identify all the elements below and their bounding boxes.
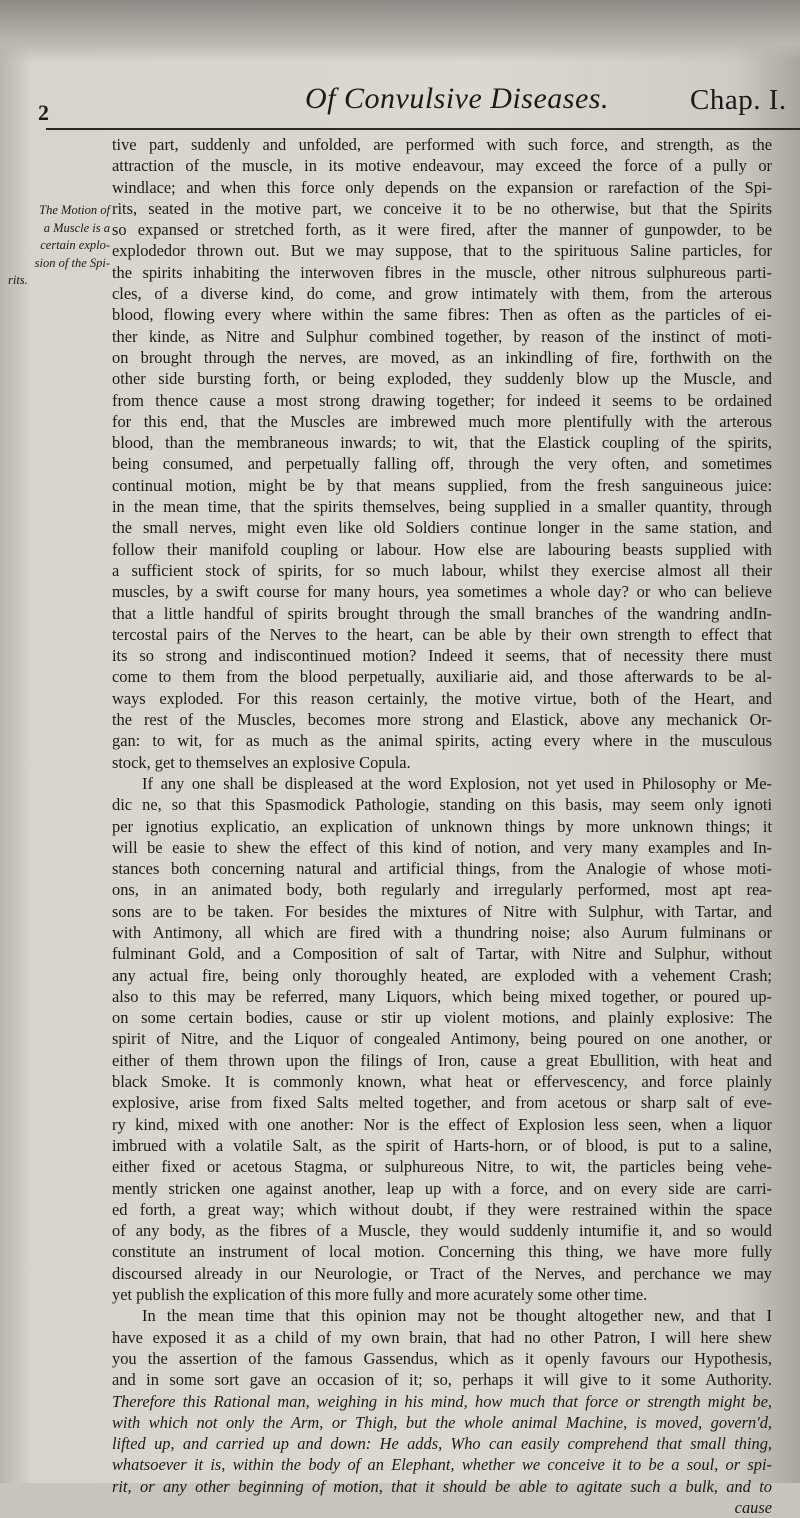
- italic-quote-line: with which not only the Arm, or Thigh, but the whole animal Machine, is moved, govern'd,: [112, 1412, 772, 1432]
- text-line: ways exploded. For this reason certainly, the motive virtue, both of the Heart, and: [112, 688, 772, 708]
- marginal-note: [4, 202, 110, 290]
- text-line: on some certain bodies, cause or stir up violent motions, and plainly explosive: The: [112, 1008, 772, 1028]
- text-line: either of them thrown upon the filings of Iron, cause a great Ebullition, with heat and: [112, 1050, 772, 1070]
- text-line: will be easie to shew the effect of this kind of notion, and very many examples and In-: [112, 837, 772, 857]
- text-line: have exposed it as a child of my own brain, that had no other Patron, I will here shew: [112, 1327, 772, 1347]
- page-number: 2: [38, 100, 49, 125]
- text-line: tive part, suddenly and unfolded, are performed with such force, and strength, as the: [112, 135, 772, 154]
- text-line: spirit of Nitre, and the Liquor of congealed Antimony, being poured on one another, or: [112, 1029, 772, 1049]
- text-line: continual motion, might be by that means supplied, from the fresh sanguineous juice:: [112, 475, 772, 495]
- text-line: a sufficient stock of spirits, for so much labour, whilst they exercise almost all their: [112, 560, 772, 580]
- paragraph-start: If any one shall be displeased at the word Explosion, not yet used in Philosophy or Me-: [142, 773, 772, 793]
- text-line: the spirits inhabiting the interwoven fibres in the muscle, other nitrous sulphureous parti-: [112, 262, 772, 282]
- text-line: also to this may be referred, many Liquors, which being mixed together, or poured up-: [112, 986, 772, 1006]
- text-line: ons, in an animated body, both regularly and irregularly performed, most apt rea-: [112, 880, 772, 900]
- margin-note-line: certain explo-: [40, 238, 110, 252]
- text-line: the small nerves, might even like old Soldiers continue longer in the same station, and: [112, 518, 772, 538]
- catchword: cause: [734, 1498, 772, 1517]
- text-line: ed forth, a great way; which without doubt, if they were restrained within the space: [112, 1199, 772, 1219]
- text-line: ther kinde, as Nitre and Sulphur combined together, by reason of the instinct of moti-: [112, 326, 772, 346]
- text-line: mently stricken one against another, leap up with a force, and on every side are carri-: [112, 1178, 772, 1198]
- text-line: being consumed, and perpetually falling off, through the very often, and sometimes: [112, 454, 772, 474]
- italic-quote-line: whatsoever it is, within the body of an Elephant, whether we conceive it to be a soul, or spi-: [112, 1455, 772, 1475]
- text-line: of any body, as the fibres of a Muscle, they would suddenly intumifie it, and so would: [112, 1221, 772, 1241]
- chapter-label: Chap. I.: [690, 84, 787, 116]
- text-line: that a little handful of spirits brought through the small branches of the wandring andIn-: [112, 603, 772, 623]
- text-line: blood, than the membraneous inwards; to wit, that the Elastick coupling of the spirits,: [112, 433, 772, 453]
- margin-note-line: The Motion of: [39, 203, 110, 217]
- text-line: its so strong and indiscontinued motion? Indeed it seems, that of necessity there must: [112, 646, 772, 666]
- text-line: other side bursting forth, or being exploded, they suddenly blow up the Muscle, and: [112, 369, 772, 389]
- text-line: stances both concerning natural and artificial things, from the Analogie of whose moti-: [112, 859, 772, 879]
- text-line: rits, seated in the motive part, we conceive it to be no otherwise, but that the Spirits: [112, 198, 772, 218]
- scan-shadow: [0, 0, 800, 62]
- text-line: windlace; and when this force only depends on the expansion or rarefaction of the Spi-: [112, 177, 772, 197]
- text-line: any actual fire, being only thoroughly heated, are exploded with a vehement Crash;: [112, 965, 772, 985]
- italic-quote-line: rit, or any other beginning of motion, that it should be able to agitate such a bulk, and to: [112, 1476, 772, 1496]
- text-line: muscles, by a swift course for many hours, yea sometimes a whole day? or who can believe: [112, 582, 772, 602]
- text-line: stock, get to themselves an explosive Copula.: [112, 752, 411, 772]
- text-line: in the mean time, that the spirits themselves, being supplied in a smaller quantity, through: [112, 497, 772, 517]
- text-line: discoursed already in our Neurologie, or Tract of the Nerves, and perchance we may: [112, 1263, 772, 1283]
- text-line: either fixed or acetous Stagma, or sulphureous Nitre, to wit, the particles being vehe-: [112, 1157, 772, 1177]
- text-line: sons are to be taken. For besides the mixtures of Nitre with Sulphur, with Tartar, and: [112, 901, 772, 921]
- text-line: on brought through the nerves, are moved, as an inkindling of fire, forthwith on the: [112, 347, 772, 367]
- text-line: imbrued with a volatile Salt, as the spirit of Harts-horn, or of blood, is put to a saline,: [112, 1135, 772, 1155]
- text-line: constitute an instrument of local motion. Concerning this thing, we have more fully: [112, 1242, 772, 1262]
- text-line: from thence cause a most strong drawing together; for indeed it seems to be ordained: [112, 390, 772, 410]
- text-line: gan: to wit, for as much as the animal spirits, acting every where in the musculous: [112, 731, 772, 751]
- italic-quote-line: Therefore this Rational man, weighing in his mind, how much that force or strength might be,: [112, 1391, 772, 1411]
- text-line: tercostal pairs of the Nerves to the heart, can be able by their own strength to effect that: [112, 624, 772, 644]
- text-line: follow their manifold coupling or labour. How else are labouring beasts supplied with: [112, 539, 772, 559]
- text-line: with Antimony, all which are fired with a thundring noise; also Aurum fulminans or: [112, 922, 772, 942]
- text-line: the rest of the Muscles, becomes more strong and Elastick, above any mechanick Or-: [112, 710, 772, 730]
- text-line: explodedor thrown out. But we may suppose, that to the spirituous Saline particles, for: [112, 241, 772, 261]
- margin-note-line: rits.: [8, 273, 28, 287]
- text-line: yet publish the explication of this more fully and more acurately some other time.: [112, 1285, 648, 1305]
- text-line: so expansed or stretched forth, as it were fired, after the manner of gunpowder, to be: [112, 220, 772, 240]
- paragraph-start: In the mean time that this opinion may not be thought altogether new, and that I: [142, 1306, 772, 1326]
- text-line: for this end, that the Muscles are imbrewed much more plentifully with the arterous: [112, 411, 772, 431]
- margin-note-line: sion of the Spi-: [34, 255, 110, 270]
- text-line: black Smoke. It is commonly known, what heat or effervescency, and force plainly: [112, 1072, 772, 1092]
- text-line: cles, of a diverse kind, do come, and grow intimately with them, from the arterous: [112, 284, 772, 304]
- text-line: ry kind, mixed with one another: Nor is the effect of Explosion less seen, when a liquor: [112, 1114, 772, 1134]
- text-line: and in some sort gave an occasion of it; so, perhaps it will give to it some Authority.: [112, 1370, 772, 1390]
- text-line: blood, flowing every where within the same fibres: Then as often as the particles of ei-: [112, 305, 772, 325]
- page-header: [0, 72, 800, 128]
- text-line: fulminant Gold, and a Composition of salt of Tartar, with Nitre and Sulphur, without: [112, 944, 772, 964]
- text-line: explosive, arise from fixed Salts melted together, and from acetous or sharp salt of eve-: [112, 1093, 772, 1113]
- text-line: come to them from the blood perpetually, auxiliarie aid, and those afterwards to be al-: [112, 667, 772, 687]
- running-title: Of Convulsive Diseases.: [305, 82, 609, 115]
- italic-quote-line: lifted up, and carried up and down: He adds, Who can easily comprehend that small thing,: [112, 1434, 772, 1454]
- text-line: per ignotius explicatio, an explication of unknown things by more unknown things; it: [112, 816, 772, 836]
- text-line: dic ne, so that this Spasmodick Pathologie, standing on this basis, may seem only ignoti: [112, 795, 772, 815]
- header-rule: [46, 128, 800, 130]
- text-line: you the assertion of the famous Gassendus, which as it openly favours our Hypothesis,: [112, 1348, 772, 1368]
- body-text: [112, 134, 772, 1518]
- text-line: attraction of the muscle, in its motive endeavour, may exceed the force of a pully or: [112, 156, 772, 176]
- margin-note-line: a Muscle is a: [43, 220, 110, 235]
